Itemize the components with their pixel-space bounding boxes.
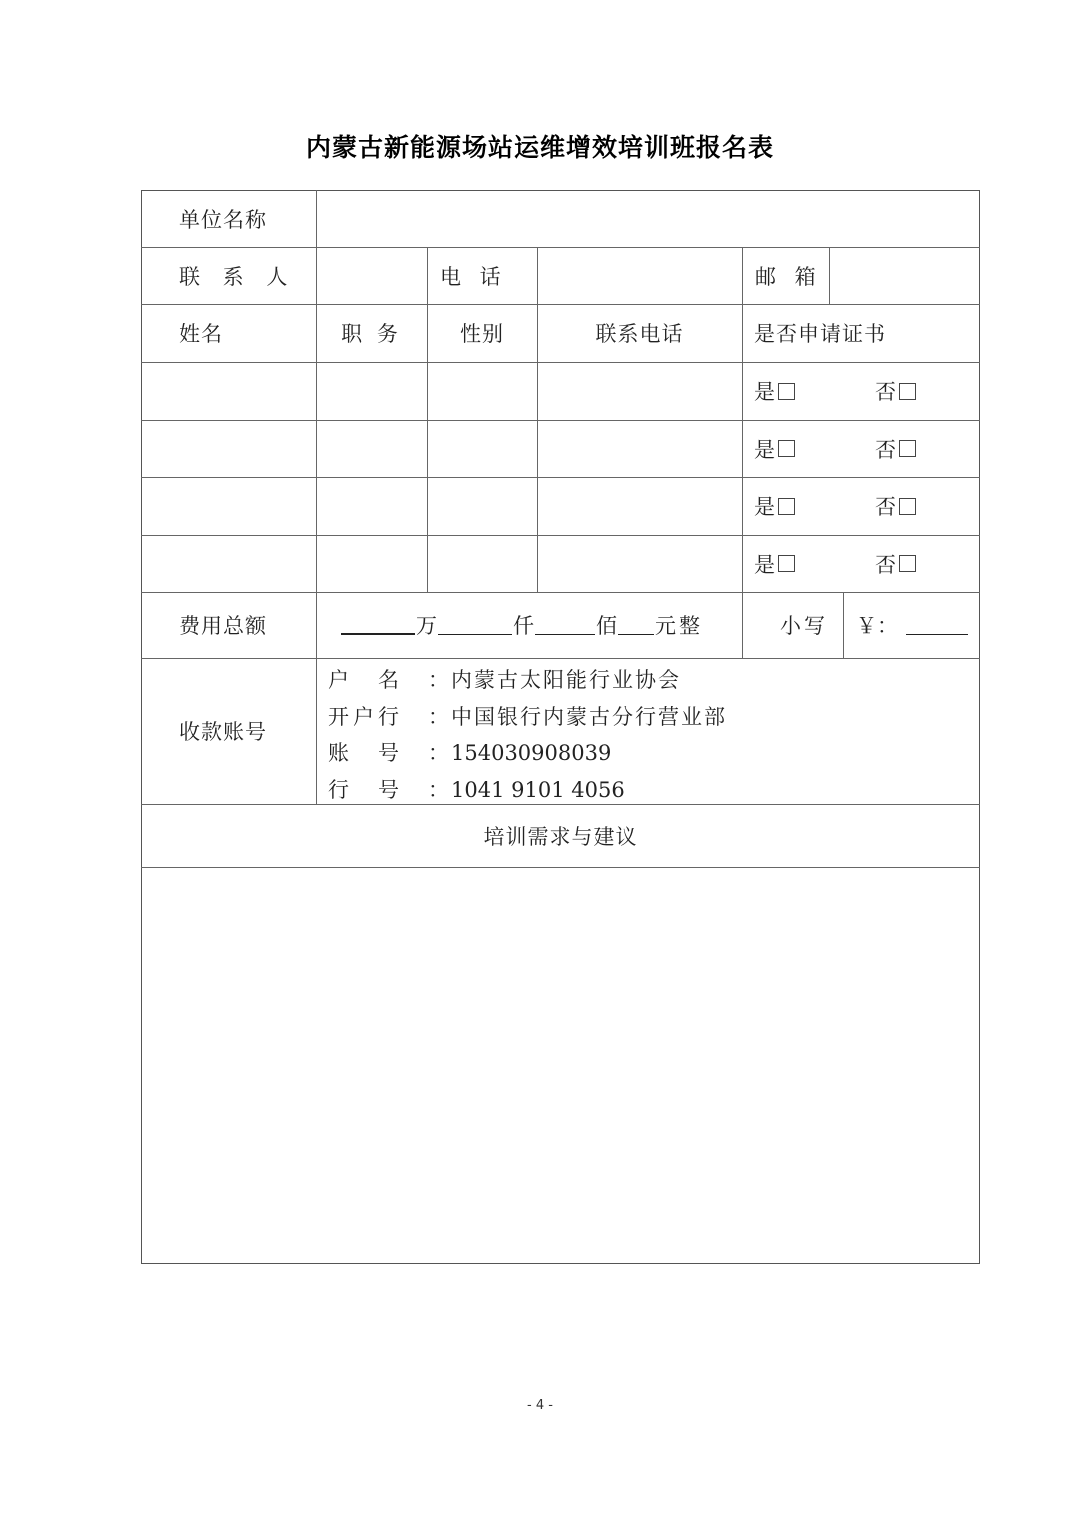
suggestions-label: 培训需求与建议 [483, 824, 638, 849]
bai-unit: 佰 [596, 614, 617, 638]
yes-label: 是 [754, 495, 776, 519]
no-checkbox[interactable] [899, 383, 916, 400]
header-phone: 联系电话 [595, 322, 684, 346]
yuan-blank[interactable] [618, 616, 654, 635]
qian-unit: 仟 [513, 614, 534, 638]
yes-label: 是 [754, 552, 776, 577]
attendee-name-field[interactable] [143, 537, 315, 591]
account-number-line [328, 735, 727, 772]
separator: ： [428, 741, 451, 765]
no-checkbox[interactable] [899, 440, 916, 457]
no-label: 否 [875, 495, 897, 519]
unit-name-field[interactable] [318, 192, 978, 246]
attendee-phone-field[interactable] [539, 537, 741, 591]
certificate-choice [754, 535, 916, 592]
suggestions-field[interactable] [143, 869, 978, 1262]
account-label: 收款账号 [179, 720, 267, 744]
bank-code-value: 1041 9101 4056 [451, 777, 625, 802]
header-position: 职 务 [341, 322, 402, 346]
account-holder-value: 内蒙古太阳能行业协会 [451, 668, 681, 692]
fee-amount-capital [340, 592, 703, 658]
attendee-gender-field[interactable] [429, 537, 536, 591]
phone-label: 电 话 [440, 264, 507, 289]
no-label: 否 [875, 380, 897, 404]
bank-name-key: 开 户 行 [328, 704, 399, 729]
attendee-name-field[interactable] [143, 422, 315, 476]
account-number-value: 154030908039 [451, 741, 612, 765]
no-label: 否 [875, 552, 897, 577]
header-name: 姓名 [179, 322, 223, 346]
divider [742, 247, 743, 658]
attendee-position-field[interactable] [318, 537, 426, 591]
wan-blank[interactable] [341, 615, 415, 635]
yes-checkbox[interactable] [778, 555, 795, 572]
no-checkbox[interactable] [899, 555, 916, 572]
account-holder-key: 户 名 [328, 668, 399, 692]
amount-blank[interactable] [906, 616, 968, 635]
form-title: 内蒙古新能源场站运维增效培训班报名表 [305, 133, 774, 162]
fee-label: 费用总额 [179, 614, 267, 638]
yes-checkbox[interactable] [778, 498, 795, 515]
qian-blank[interactable] [438, 616, 512, 635]
certificate-choice [754, 362, 916, 420]
bai-blank[interactable] [535, 616, 595, 635]
page-number: - 4 - [527, 1398, 553, 1413]
attendee-phone-field[interactable] [539, 479, 741, 534]
bank-name-line [328, 699, 727, 736]
yes-label: 是 [754, 437, 776, 462]
lowercase-label: 小写 [780, 614, 828, 638]
contact-label: 联 系 人 [179, 264, 296, 289]
separator: ： [428, 777, 451, 802]
account-holder-line [328, 662, 727, 699]
attendee-name-field[interactable] [143, 364, 315, 419]
divider [843, 592, 844, 658]
fee-amount-number [856, 592, 969, 658]
attendee-position-field[interactable] [318, 422, 426, 476]
attendee-name-field[interactable] [143, 479, 315, 534]
yes-checkbox[interactable] [778, 440, 795, 457]
header-certificate: 是否申请证书 [754, 322, 886, 346]
phone-field[interactable] [539, 249, 741, 303]
contact-field[interactable] [318, 249, 426, 303]
no-label: 否 [875, 437, 897, 462]
yuan-unit: 元整 [655, 614, 703, 638]
attendee-phone-field[interactable] [539, 364, 741, 419]
bank-account-info [328, 662, 727, 808]
attendee-gender-field[interactable] [429, 364, 536, 419]
wan-unit: 万 [416, 614, 437, 638]
attendee-phone-field[interactable] [539, 422, 741, 476]
certificate-choice [754, 477, 916, 535]
no-checkbox[interactable] [899, 498, 916, 515]
email-field[interactable] [831, 249, 978, 303]
account-number-key: 账 号 [328, 741, 399, 765]
bank-name-value: 中国银行内蒙古分行营业部 [451, 704, 727, 729]
bank-code-key: 行 号 [328, 777, 399, 802]
email-label: 邮 箱 [755, 264, 822, 289]
yes-label: 是 [754, 380, 776, 404]
attendee-position-field[interactable] [318, 479, 426, 534]
attendee-gender-field[interactable] [429, 422, 536, 476]
certificate-choice [754, 420, 916, 477]
header-gender: 性别 [460, 322, 504, 346]
yes-checkbox[interactable] [778, 383, 795, 400]
separator: ： [428, 668, 451, 692]
bank-code-line [328, 772, 727, 809]
separator: ： [428, 704, 451, 729]
attendee-gender-field[interactable] [429, 479, 536, 534]
unit-name-label: 单位名称 [179, 207, 267, 232]
attendee-position-field[interactable] [318, 364, 426, 419]
currency-symbol: ￥： [856, 614, 898, 638]
